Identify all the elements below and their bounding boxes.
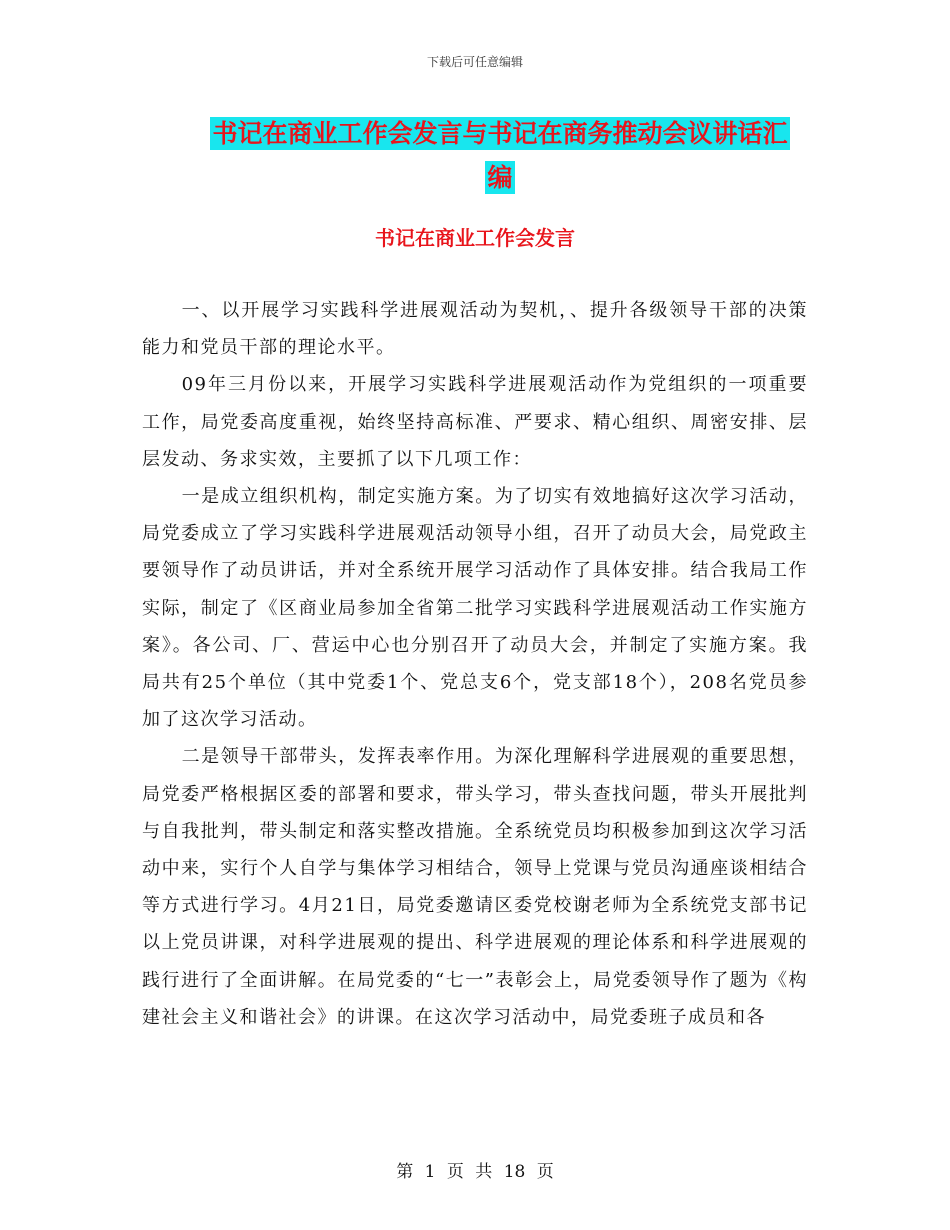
page-number-footer: 第 1 页 共 18 页 [396,1162,554,1182]
section-title: 书记在商业工作会发言 [375,226,575,250]
paragraph: 一是成立组织机构，制定实施方案。为了切实有效地搞好这次学习活动，局党委成立了学习实践科学进展观活动领导小组，召开了动员大会，局党政主要领导作了动员讲话，并对全系统开展学习活动作了具体安排。结合我局工作实际，制定了《区商业局参加全省第二批学习实践科学进展观活动工作实施方案》。各公司、厂、营运中心也分别召开了动员大会，并制定了实施方案。我局共有25个单位（其中党委1个、党总支6个，党支部18个），208名党员参加了这次学习活动。 [142,486,808,731]
document-title [190,112,810,200]
document-title-line-1: 书记在商业工作会发言与书记在商务推动会议讲话汇 [212,119,788,148]
header-note: 下载后可任意编辑 [426,55,523,69]
document-body [142,292,808,1036]
paragraph: 二是领导干部带头，发挥表率作用。为深化理解科学进展观的重要思想，局党委严格根据区委的部署和要求，带头学习，带头查找问题，带头开展批判与自我批判，带头制定和落实整改措施。全系统党员均积极参加到这次学习活动中来，实行个人自学与集体学习相结合，领导上党课与党员沟通座谈相结合等方式进行学习。4月21日，局党委邀请区委党校谢老师为全系统党支部书记以上党员讲课，对科学进展观的提出、科学进展观的理论体系和科学进展观的践行进行了全面讲解。在局党委的“七一”表彰会上，局党委领导作了题为《构建社会主义和谐社会》的讲课。在这次学习活动中，局党委班子成员和各 [142,746,808,1028]
paragraph: 一、以开展学习实践科学进展观活动为契机，、提升各级领导干部的决策能力和党员干部的理论水平。 [142,300,808,359]
document-title-line-2: 编 [487,163,513,192]
paragraph: 09年三月份以来，开展学习实践科学进展观活动作为党组织的一项重要工作，局党委高度重视，始终坚持高标准、严要求、精心组织、周密安排、层层发动、务求实效，主要抓了以下几项工作： [142,374,808,470]
